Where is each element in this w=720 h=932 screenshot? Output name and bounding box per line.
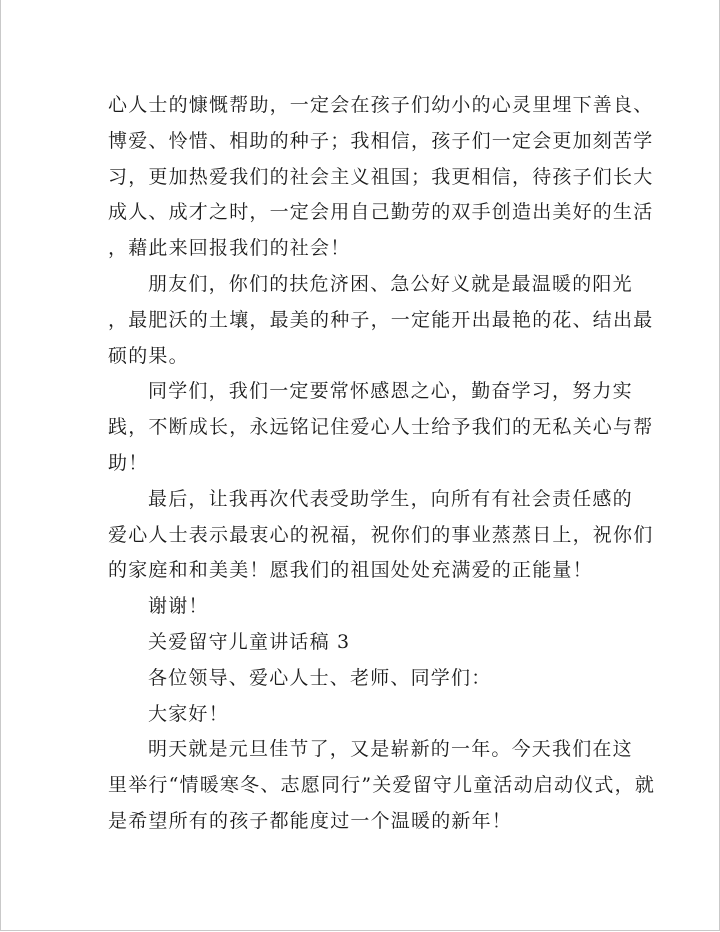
text-line: ，藉此来回报我们的社会！ [108, 237, 351, 260]
text-line: 最后，让我再次代表受助学生，向所有有社会责任感的 [148, 487, 633, 510]
text-line: 爱心人士表示最衷心的祝福，祝你们的事业蒸蒸日上，祝你们 [108, 523, 654, 546]
text-line: 博爱、怜惜、相助的种子；我相信，孩子们一定会更加刻苦学 [108, 129, 654, 152]
paragraph-1 [108, 88, 654, 267]
text-line: 硕的果。 [108, 344, 189, 367]
paragraph-thanks [108, 589, 628, 625]
greeting [108, 697, 628, 733]
text-line: 助！ [108, 451, 149, 474]
text-line: 关爱留守儿童讲话稿 3 [148, 630, 351, 653]
text-line: 是希望所有的孩子都能度过一个温暖的新年！ [108, 809, 513, 832]
section-title [108, 625, 628, 661]
paragraph-2 [108, 267, 654, 374]
text-line: ，最肥沃的土壤，最美的种子，一定能开出最艳的花、结出最 [108, 308, 654, 331]
paragraph-4 [108, 482, 654, 589]
document-body [108, 88, 656, 840]
text-line: 心人士的慷慨帮助，一定会在孩子们幼小的心灵里埋下善良、 [108, 94, 654, 116]
text-line: 同学们，我们一定要常怀感恩之心，勤奋学习，努力实 [148, 380, 633, 403]
salutation [108, 661, 628, 697]
paragraph-3 [108, 374, 654, 481]
text-line: 里举行“情暖寒冬、志愿同行”关爱留守儿童活动启动仪式，就 [108, 774, 656, 797]
text-line: 践，不断成长，永远铭记住爱心人士给予我们的无私关心与帮 [108, 416, 654, 439]
text-line: 的家庭和和美美！愿我们的祖国处处充满爱的正能量！ [108, 559, 593, 582]
text-line: 明天就是元旦佳节了，又是崭新的一年。今天我们在这 [148, 738, 633, 761]
text-line: 朋友们，你们的扶危济困、急公好义就是最温暖的阳光 [148, 272, 633, 295]
text-line: 大家好！ [148, 702, 229, 725]
text-line: 各位领导、爱心人士、老师、同学们： [148, 666, 492, 689]
text-line: 习，更加热爱我们的社会主义祖国；我更相信，待孩子们长大 [108, 165, 654, 188]
text-line: 成人、成才之时，一定会用自己勤劳的双手创造出美好的生活 [108, 201, 654, 224]
paragraph-5 [108, 732, 656, 839]
text-line: 谢谢！ [148, 595, 209, 618]
